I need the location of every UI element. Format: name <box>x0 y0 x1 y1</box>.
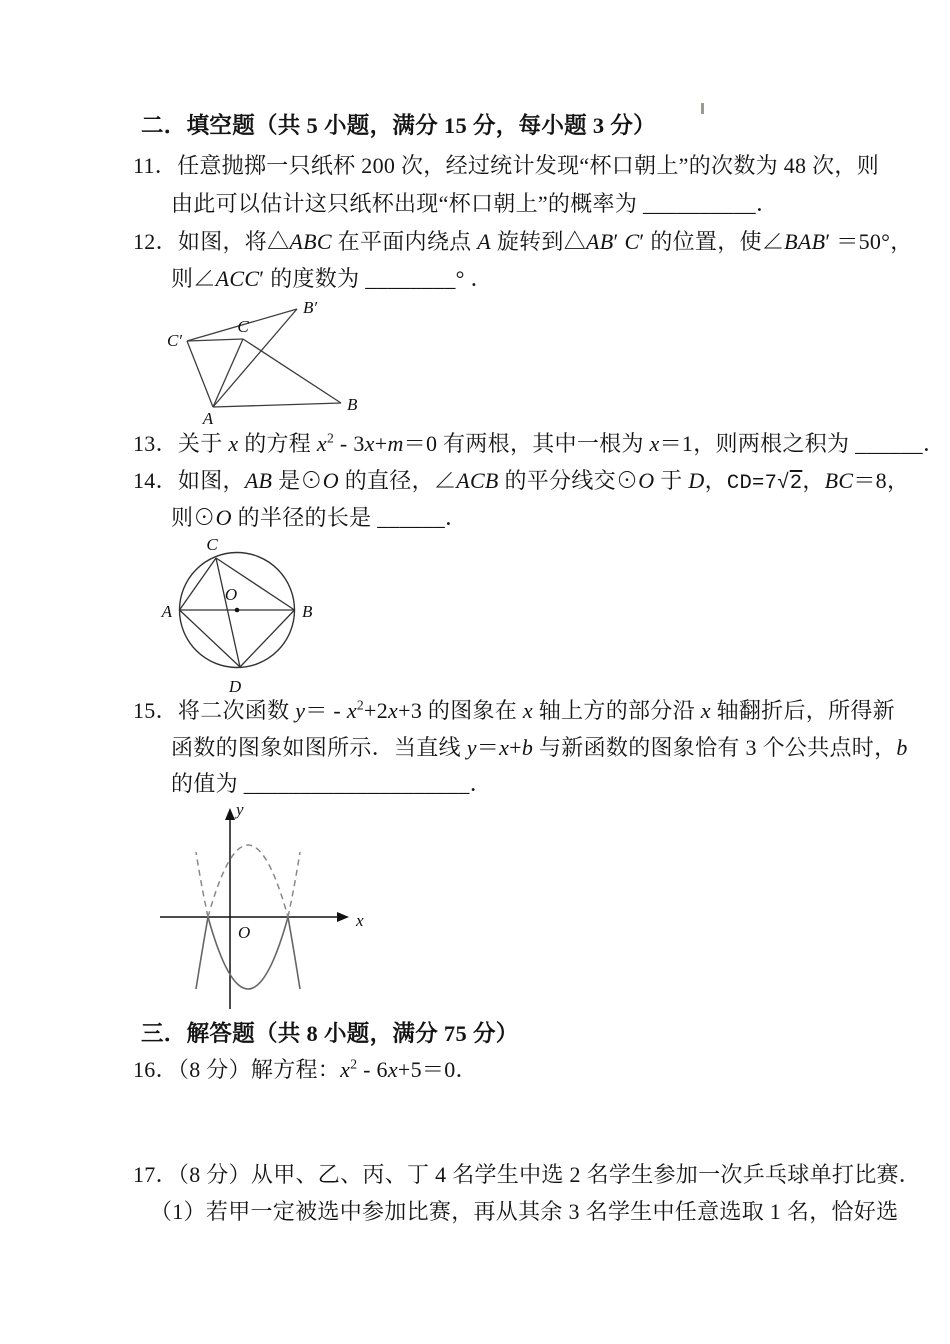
q16-line1: 16．（8 分）解方程：$x^2 - 6x+5=0$． <box>133 1056 478 1082</box>
point-label-b: B <box>347 395 358 414</box>
point-label-a: A <box>202 409 214 425</box>
center-label-o: O <box>224 585 238 604</box>
q15-line1: 15．将二次函数 $y= - x^2+2x+3$ 的图象在 x 轴上方的部分沿 x 轴翻折后，所得新 <box>133 697 895 723</box>
q15-line2: 函数的图象如图所示．当直线 y＝x+b 与新函数的图象恰有 3 个公共点时，b <box>171 735 908 760</box>
x-axis-label: x <box>356 911 364 930</box>
section-fill-heading: 二．填空题（共 5 小题，满分 15 分，每小题 3 分） <box>141 113 656 138</box>
x-axis-arrow <box>337 912 349 922</box>
q15-line3: 的值为 ____________________． <box>171 771 493 796</box>
dashed-original-curve <box>196 845 300 917</box>
q14-line2: 则⊙O 的半径的长是 ______． <box>171 505 468 530</box>
q14-line1: 14．如图，AB 是⊙O 的直径，∠ACB 的平分线交⊙O 于 D，CD=7√2，BC＝8， <box>133 468 910 495</box>
q12-line1: 12．如图，将△ABC 在平面内绕点 A 旋转到△AB′ C′ 的位置，使∠BAB′ ＝50°， <box>133 229 913 254</box>
q11-line1: 11．任意抛掷一只纸杯 200 次，经过统计发现“杯口朝上”的次数为 48 次，则 <box>133 153 880 178</box>
center-dot <box>235 608 240 613</box>
point-label-c: C <box>237 317 249 336</box>
section-solve-heading: 三．解答题（共 8 小题，满分 75 分） <box>141 1021 519 1046</box>
point-label-b: B <box>302 602 313 621</box>
q14-circle-figure <box>150 535 345 705</box>
q12-line2: 则∠ACC′ 的度数为 ________° ． <box>171 266 493 291</box>
point-label-a: A <box>161 602 172 621</box>
q17-line2: （1）若甲一定被选中参加比赛，再从其余 3 名学生中任意选取 1 名，恰好选 <box>150 1199 899 1224</box>
y-axis-label: y <box>236 802 244 819</box>
point-label-b-prime: B′ <box>303 298 318 317</box>
triangle-edges <box>187 309 341 407</box>
q17-line1: 17．（8 分）从甲、乙、丙、丁 4 名学生中选 2 名学生参加一次乒乓球单打比赛． <box>133 1162 922 1187</box>
q15-parabola-figure <box>148 802 393 1014</box>
q13-line1: 13．关于 x 的方程 $x^2 - 3x+m=0$ 有两根，其中一根为 x＝1，则两根之积为 ______． <box>133 430 946 456</box>
y-axis-arrow <box>225 808 235 820</box>
origin-label: O <box>238 923 251 942</box>
q12-rotation-figure <box>148 297 383 425</box>
scan-artifact-mark <box>701 103 704 114</box>
point-label-d: D <box>228 677 242 696</box>
q11-line2: 由此可以估计这只纸杯出现“杯口朝上”的概率为 __________． <box>171 191 779 216</box>
point-label-c-prime: C′ <box>166 331 182 350</box>
point-label-c: C <box>206 535 218 554</box>
